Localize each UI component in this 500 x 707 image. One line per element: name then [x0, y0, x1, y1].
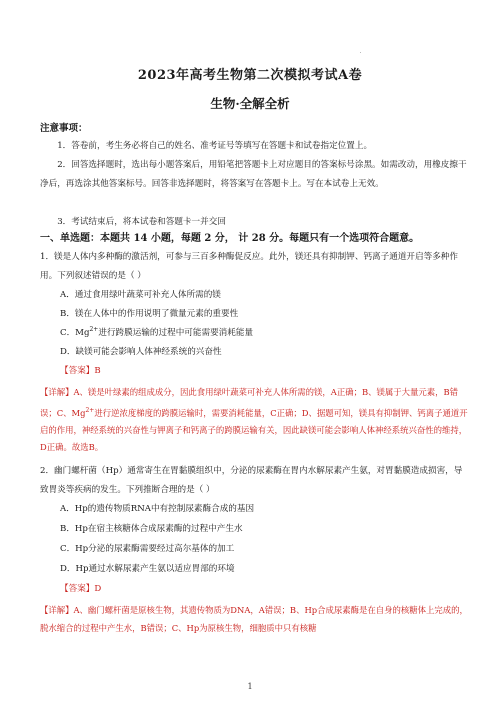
- option-c-prefix: C．Mg: [60, 328, 90, 338]
- question-1-explanation: [40, 384, 468, 457]
- question-2-explanation: 【详解】A、幽门螺杆菌是原核生物，其遗传物质为DNA，A错误；B、Hp合成尿素酶是在自身的核糖体上完成的，脱水缩合的过程中产生水，B错误；C、Hp为原核生物，细胞质中只有核糖: [40, 605, 468, 633]
- option-c-suffix: 进行跨膜运输的过程中可能需要消耗能量: [98, 328, 254, 338]
- scan-speck: [360, 52, 361, 53]
- question-2-answer: 【答案】D: [60, 584, 102, 594]
- question-1-option-d: D．缺镁可能会影响人体神经系统的兴奋性: [60, 347, 222, 357]
- question-2-option-b: B．Hp在宿主核糖体合成尿素酶的过程中产生水: [60, 524, 243, 534]
- question-1-stem: 1．镁是人体内多种酶的激活剂，可参与三百多种酶促反应。此外，镁还具有抑制钾、钙离子通道开启等多种作用。下列叙述错误的是（ ）: [40, 252, 458, 281]
- question-1-option-c: [60, 326, 253, 338]
- question-2-option-d: D．Hp通过水解尿素产生氨以适应胃部的环境: [60, 564, 235, 574]
- question-2-stem: 2．幽门螺杆菌（Hp）通常寄生在胃黏膜组织中，分泌的尿素酶在胃内水解尿素产生氨，对胃黏膜造成损害，导致胃炎等疾病的发生。下列推断合理的是（ ）: [40, 466, 463, 495]
- explanation-1-prefix: 【详解】A、镁是叶绿素的组成成分，因此食用绿叶蔬菜可补充人体所需的镁，A正确；B、镁属于大量元素，B错误；C、Mg: [40, 387, 459, 418]
- exam-title: 2023年高考生物第二次模拟考试A卷: [137, 68, 363, 83]
- explanation-1-superscript: 2+: [85, 406, 95, 414]
- notice-heading: 注意事项：: [40, 123, 88, 134]
- exam-subtitle: 生物·全解全析: [210, 96, 290, 111]
- question-2-option-c: C．Hp分泌的尿素酶需要经过高尔基体的加工: [60, 544, 235, 554]
- section-heading: 一、单选题：本题共 14 小题，每题 2 分， 计 28 分。每题只有一个选项符合题意。: [40, 233, 420, 244]
- notice-item-1: 1．答卷前，考生务必将自己的姓名、准考证号等填写在答题卡和试卷指定位置上。: [57, 141, 373, 151]
- option-c-superscript: 2+: [89, 326, 99, 334]
- page-number: 1: [247, 682, 253, 691]
- question-1-option-b: B．镁在人体中的作用说明了微量元素的重要性: [60, 309, 239, 319]
- question-1-answer: 【答案】B: [60, 366, 101, 376]
- question-2-option-a: A．Hp的遗传物质RNA中有控制尿素酶合成的基因: [60, 504, 255, 514]
- question-1-option-a: A．通过食用绿叶蔬菜可补充人体所需的镁: [60, 290, 221, 300]
- notice-item-2: 2．回答选择题时，选出每小题答案后，用铅笔把答题卡上对应题目的答案标号涂黑。如需改动，用橡皮擦干净后，再选涂其他答案标号。回答非选择题时，将答案写在答题卡上。写在本试卷上无效。: [40, 160, 467, 189]
- notice-item-3: 3．考试结束后，将本试卷和答题卡一并交回: [57, 217, 226, 227]
- explanation-1-suffix: 进行逆浓度梯度的跨膜运输时，需要消耗能量，C正确；D、据题可知，镁具有抑制钾、钙离子通道开启的作用，神经系统的兴奋性与钾离子和钙离子的跨膜运输有关，因此缺镁可能会影响人体神经系统兴奋性的维持，D正确。故选B。: [40, 407, 468, 453]
